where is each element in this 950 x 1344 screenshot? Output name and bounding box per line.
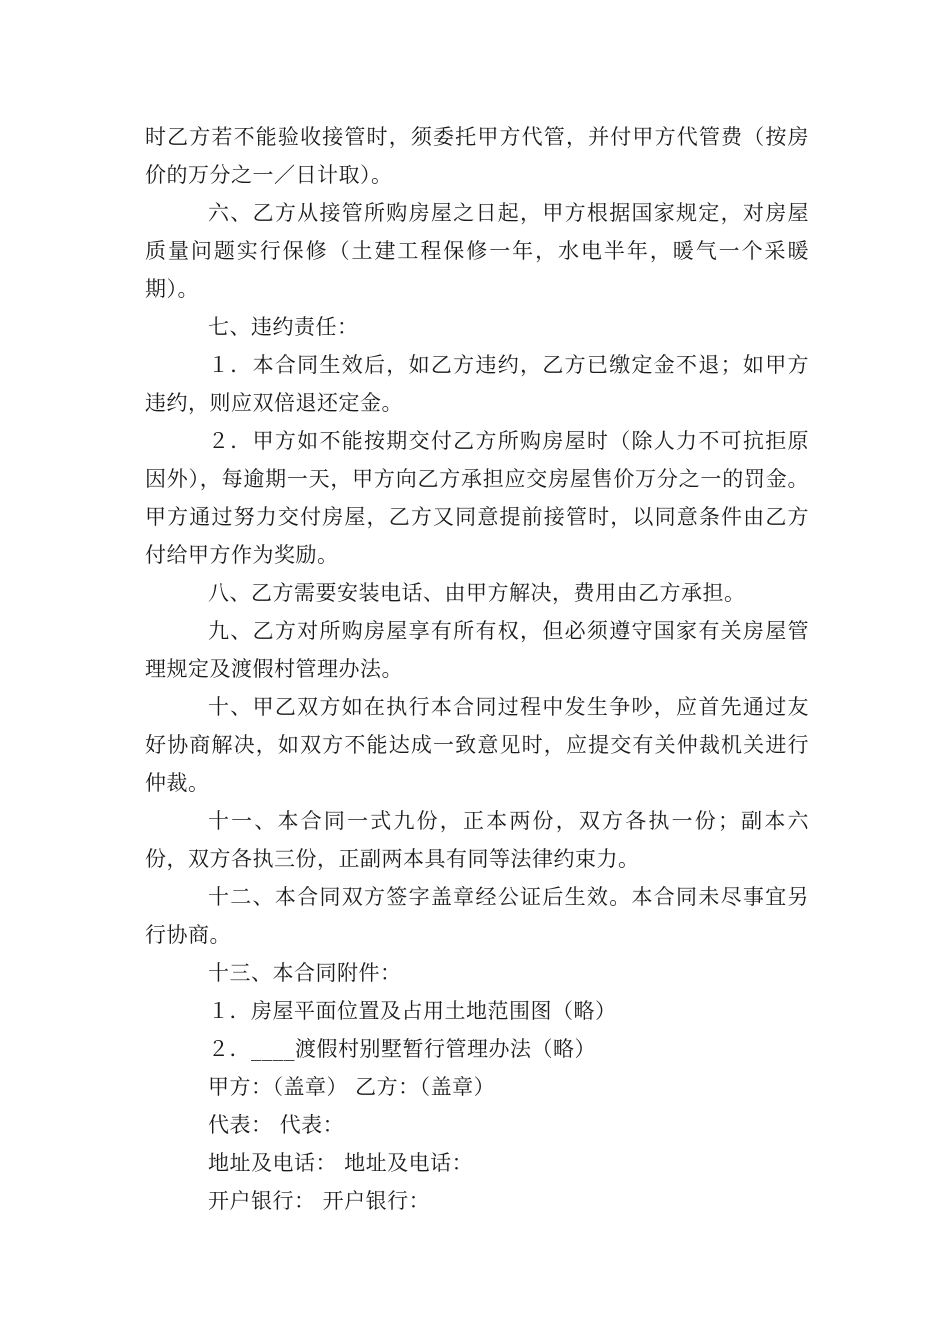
clause-thirteen-heading: 十三、本合同附件： <box>208 961 402 985</box>
clause-seven-item-1: １．本合同生效后，如乙方违约，乙方已缴定金不退；如甲方违约，则应双倍退还定金。 <box>145 353 809 415</box>
signature-bank: 开户银行： 开户银行： <box>208 1189 431 1213</box>
attachment-2: ２．____渡假村别墅暂行管理办法（略） <box>208 1037 596 1061</box>
clause-nine: 九、乙方对所购房屋享有所有权，但必须遵守国家有关房屋管理规定及渡假村管理办法。 <box>145 619 809 681</box>
clause-eight: 八、乙方需要安装电话、由甲方解决，费用由乙方承担。 <box>208 581 746 605</box>
signature-representatives: 代表： 代表： <box>208 1113 345 1137</box>
attachment-1: １．房屋平面位置及占用土地范围图（略） <box>208 999 617 1023</box>
signature-parties: 甲方：（盖章） 乙方：（盖章） <box>208 1075 496 1099</box>
clause-twelve: 十二、本合同双方签字盖章经公证后生效。本合同未尽事宜另行协商。 <box>145 885 809 947</box>
clause-seven-heading: 七、违约责任： <box>208 315 359 339</box>
contract-body <box>145 118 809 1220</box>
clause-six: 六、乙方从接管所购房屋之日起，甲方根据国家规定，对房屋质量问题实行保修（土建工程保修一年，水电半年，暖气一个采暖期）。 <box>145 201 809 301</box>
signature-address-phone: 地址及电话： 地址及电话： <box>208 1151 474 1175</box>
clause-eleven: 十一、本合同一式九份，正本两份，双方各执一份；副本六份，双方各执三份，正副两本具有同等法律约束力。 <box>145 809 809 871</box>
paragraph-continuation: 时乙方若不能验收接管时，须委托甲方代管，并付甲方代管费（按房价的万分之一／日计取）。 <box>145 125 809 187</box>
clause-ten: 十、甲乙双方如在执行本合同过程中发生争吵，应首先通过友好协商解决，如双方不能达成一致意见时，应提交有关仲裁机关进行仲裁。 <box>145 695 809 795</box>
clause-seven-item-2: ２．甲方如不能按期交付乙方所购房屋时（除人力不可抗拒原因外），每逾期一天，甲方向乙方承担应交房屋售价万分之一的罚金。甲方通过努力交付房屋，乙方又同意提前接管时，以同意条件由乙方付给甲方作为奖励。 <box>145 429 809 567</box>
